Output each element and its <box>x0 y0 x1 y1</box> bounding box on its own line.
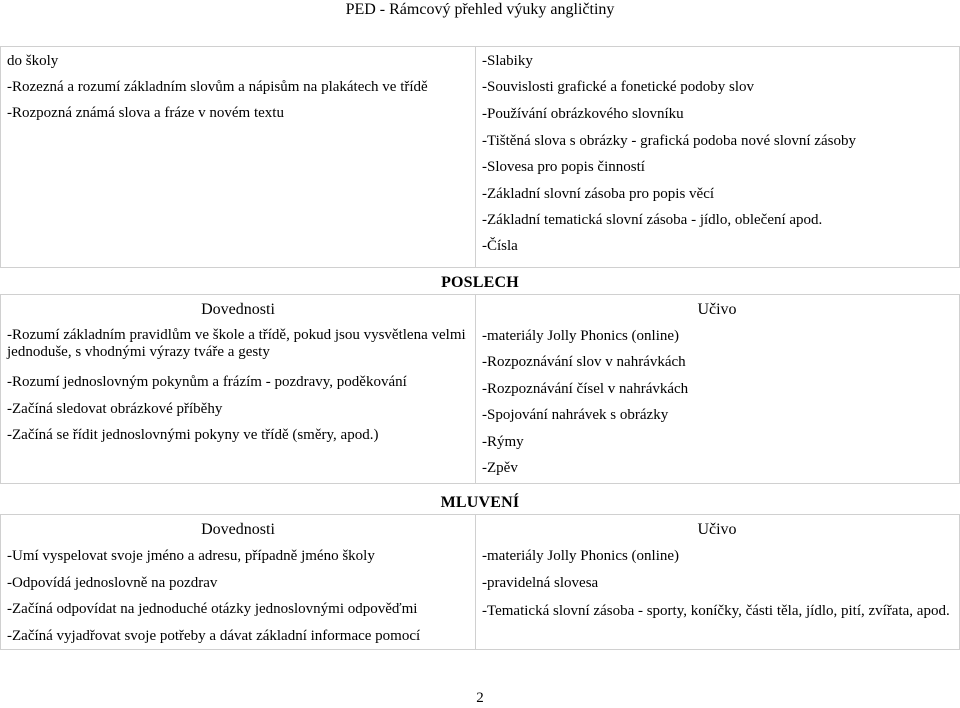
poslech-content-header: Učivo <box>697 301 737 318</box>
poslech-skill-item: -Začíná se řídit jednoslovnými pokyny ve třídě (směry, apod.) <box>7 427 379 443</box>
mluveni-skills-header: Dovednosti <box>201 521 275 538</box>
top-right-line: -Slovesa pro popis činností <box>482 159 645 175</box>
poslech-content-item: -Zpěv <box>482 460 518 476</box>
mluveni-content-header: Učivo <box>697 521 737 538</box>
poslech-skill-item: -Rozumí jednoslovným pokynům a frázím - pozdravy, poděkování <box>7 374 407 390</box>
top-right-line: -Základní tematická slovní zásoba - jídlo, oblečení apod. <box>482 212 823 228</box>
poslech-skills-column <box>1 295 476 483</box>
top-right-column <box>475 47 959 267</box>
poslech-heading: POSLECH <box>441 274 519 291</box>
mluveni-content-column <box>475 515 959 649</box>
poslech-content-item: -Spojování nahrávek s obrázky <box>482 407 669 423</box>
mluveni-skill-item: -Odpovídá jednoslovně na pozdrav <box>7 575 218 591</box>
top-left-line: -Rozpozná známá slova a fráze v novém textu <box>7 105 284 121</box>
mluveni-section <box>0 514 960 650</box>
top-right-line: -Tištěná slova s obrázky - grafická podoba nové slovní zásoby <box>482 133 856 149</box>
top-right-line: -Základní slovní zásoba pro popis věcí <box>482 186 715 202</box>
mluveni-content-item: -materiály Jolly Phonics (online) <box>482 548 680 564</box>
page-number: 2 <box>476 690 484 706</box>
top-section <box>0 46 960 268</box>
poslech-section <box>0 294 960 484</box>
top-right-line: -Používání obrázkového slovníku <box>482 106 684 122</box>
poslech-skills-header: Dovednosti <box>201 301 275 318</box>
mluveni-content-item: -Tematická slovní zásoba - sporty, koníčky, části těla, jídlo, pití, zvířata, apod. <box>482 603 950 619</box>
poslech-content-item: -Rýmy <box>482 434 524 450</box>
poslech-content-item: -Rozpoznávání slov v nahrávkách <box>482 354 686 370</box>
poslech-skill-item: -Rozumí základním pravidlům ve škole a třídě, pokud jsou vysvětlena velmi jednoduše, s vhodnými výrazy tváře a gesty <box>7 327 466 360</box>
poslech-content-item: -Rozpoznávání čísel v nahrávkách <box>482 381 689 397</box>
poslech-skill-item: -Začíná sledovat obrázkové příběhy <box>7 401 223 417</box>
top-left-column <box>1 47 476 267</box>
top-right-line: -Souvislosti grafické a fonetické podoby slov <box>482 79 755 95</box>
top-right-line: -Čísla <box>482 238 518 254</box>
page-title-text: PED - Rámcový přehled výuky angličtiny <box>345 1 615 18</box>
mluveni-skill-item: -Začíná vyjadřovat svoje potřeby a dávat základní informace pomocí <box>7 628 421 644</box>
mluveni-skill-item: -Začíná odpovídat na jednoduché otázky jednoslovnými odpověďmi <box>7 601 418 617</box>
top-left-line: -Rozezná a rozumí základním slovům a nápisům na plakátech ve třídě <box>7 79 428 95</box>
top-right-line: -Slabiky <box>482 53 533 69</box>
mluveni-skills-column <box>1 515 476 649</box>
page-title <box>0 1 960 19</box>
poslech-content-column <box>475 295 959 483</box>
top-left-line: do školy <box>7 53 59 69</box>
mluveni-content-item: -pravidelná slovesa <box>482 575 599 591</box>
poslech-content-item: -materiály Jolly Phonics (online) <box>482 328 680 344</box>
mluveni-heading: MLUVENÍ <box>440 494 520 511</box>
mluveni-skill-item: -Umí vyspelovat svoje jméno a adresu, případně jméno školy <box>7 548 375 564</box>
